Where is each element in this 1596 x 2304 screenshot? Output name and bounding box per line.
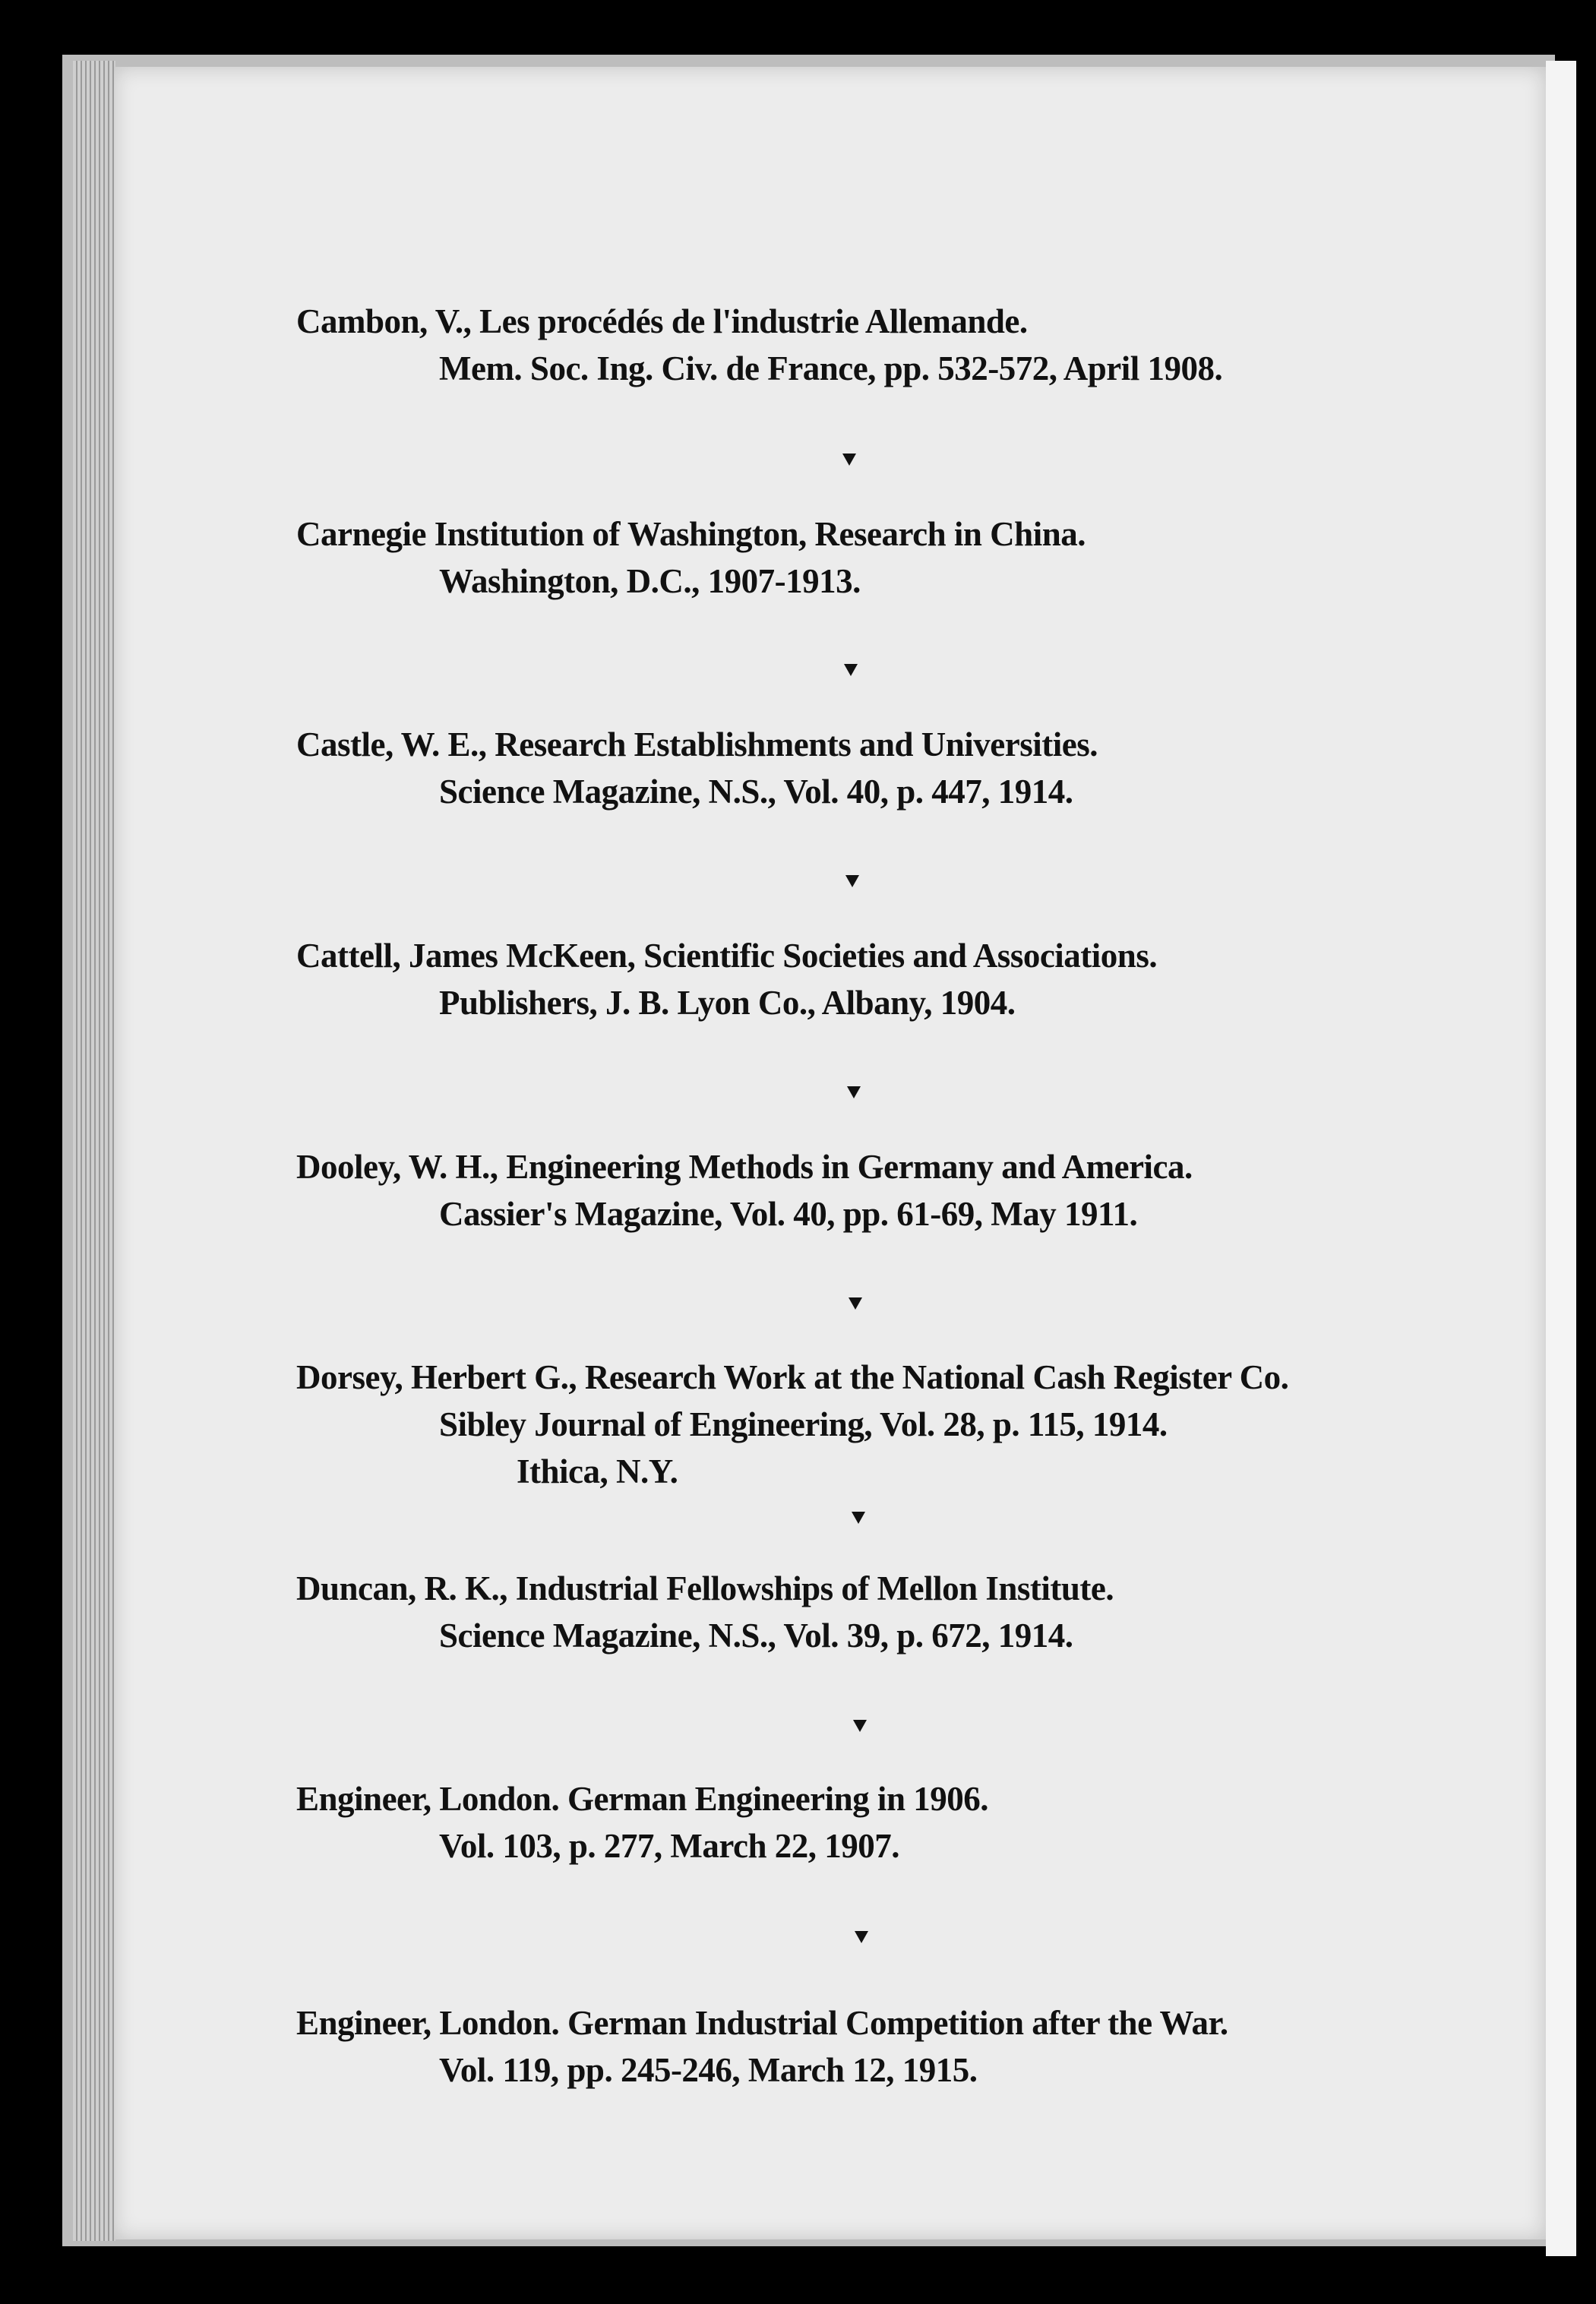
entry-heading: Duncan, R. K., Industrial Fellowships of Mellon Institute. [296, 1569, 1114, 1607]
triangle-separator-icon [853, 1720, 867, 1732]
triangle-separator-icon [844, 664, 858, 676]
bibliography-entry [296, 932, 1481, 1026]
page-right-margin [1546, 61, 1576, 2256]
entry-citation: Vol. 103, p. 277, March 22, 1907. [439, 1827, 900, 1865]
entry-citation: Publishers, J. B. Lyon Co., Albany, 1904. [439, 984, 1016, 1022]
entry-heading: Carnegie Institution of Washington, Research in China. [296, 515, 1086, 553]
bibliography-entry [296, 510, 1481, 605]
triangle-separator-icon [842, 454, 856, 466]
bibliography-entry [296, 298, 1481, 392]
triangle-separator-icon [845, 875, 859, 887]
bibliography-entry [296, 1354, 1481, 1495]
bibliography-entry [296, 1143, 1481, 1237]
bibliography-entry [296, 721, 1481, 815]
entry-heading: Engineer, London. German Engineering in 1906. [296, 1780, 988, 1818]
entry-heading: Cattell, James McKeen, Scientific Societies and Associations. [296, 937, 1158, 975]
entry-citation: Vol. 119, pp. 245-246, March 12, 1915. [439, 2051, 978, 2089]
triangle-separator-icon [847, 1086, 861, 1098]
entry-heading: Cambon, V., Les procédés de l'industrie Allemande. [296, 302, 1028, 340]
bibliography-entry [296, 1565, 1481, 1659]
entry-citation: Science Magazine, N.S., Vol. 40, p. 447, 1914. [439, 773, 1073, 811]
entry-heading: Dooley, W. H., Engineering Methods in Germany and America. [296, 1148, 1193, 1186]
entry-heading: Castle, W. E., Research Establishments and Universities. [296, 725, 1098, 763]
entry-citation: Science Magazine, N.S., Vol. 39, p. 672, 1914. [439, 1617, 1073, 1655]
page-stack-edges [73, 61, 115, 2241]
bibliography-entry [296, 1775, 1481, 1869]
entry-citation: Washington, D.C., 1907-1913. [439, 562, 861, 600]
entry-citation: Cassier's Magazine, Vol. 40, pp. 61-69, May 1911. [439, 1195, 1138, 1233]
entry-citation: Sibley Journal of Engineering, Vol. 28, p. 115, 1914. [439, 1405, 1168, 1443]
entry-citation: Mem. Soc. Ing. Civ. de France, pp. 532-572, April 1908. [439, 349, 1223, 387]
entry-heading: Dorsey, Herbert G., Research Work at the National Cash Register Co. [296, 1358, 1289, 1396]
entry-heading: Engineer, London. German Industrial Competition after the War. [296, 2004, 1228, 2042]
triangle-separator-icon [855, 1931, 868, 1943]
triangle-separator-icon [849, 1297, 862, 1310]
triangle-separator-icon [852, 1512, 865, 1524]
bibliography-entry [296, 1999, 1481, 2094]
entry-location: Ithica, N.Y. [517, 1452, 678, 1490]
